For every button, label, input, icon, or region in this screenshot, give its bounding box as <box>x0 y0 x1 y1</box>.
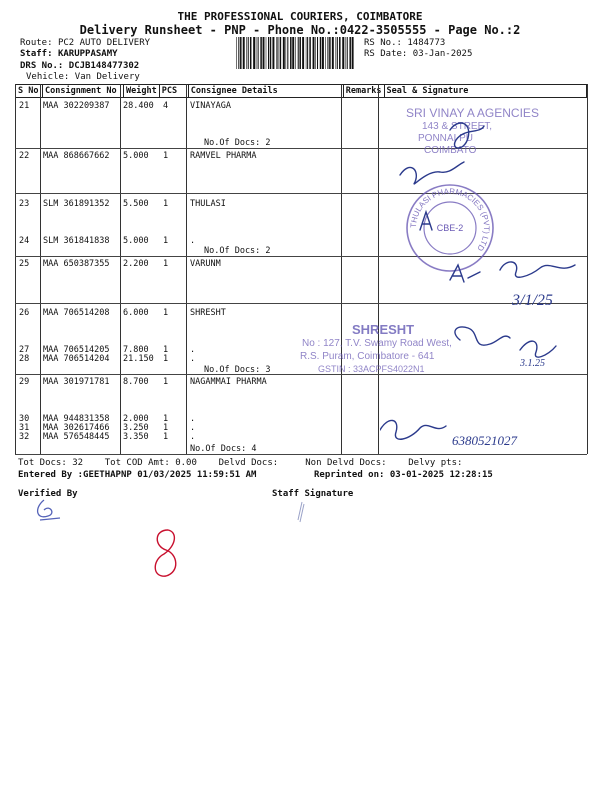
row-pcs: 1 <box>163 236 169 246</box>
totals-line: Tot Docs: 32 Tot COD Amt: 0.00 Delvd Docs: Non Delvd Docs: Delvy pts: <box>18 458 463 468</box>
row-pcs: 1 <box>163 151 169 161</box>
row-consignee: . <box>190 236 196 246</box>
row-cn: MAA 302209387 <box>43 101 110 111</box>
grid-line <box>341 84 342 454</box>
row-pcs: 4 <box>163 101 169 111</box>
stamp-shresht-line1: No : 127, T.V. Swamy Road West, <box>302 338 452 349</box>
row-consignee: . <box>190 423 196 433</box>
row-cn: MAA 301971781 <box>43 377 110 387</box>
grid-line <box>15 84 16 454</box>
row-consignee: . <box>190 345 196 355</box>
staff-signature-label: Staff Signature <box>272 489 354 499</box>
stamp-shresht-line3: GSTIN : 33ACPFS4022N1 <box>318 364 425 374</box>
row-cn: MAA 868667662 <box>43 151 110 161</box>
drs-line: DRS No.: DCJB148477302 <box>20 61 140 71</box>
row-cn: MAA 706514205 <box>43 345 110 355</box>
rs-date-value: 03-Jan-2025 <box>412 49 473 59</box>
row-wt: 7.800 <box>123 345 149 355</box>
delvd-docs-label: Delvd Docs: <box>218 458 279 468</box>
row-sno: 32 <box>19 432 30 442</box>
row-sno: 23 <box>19 199 30 209</box>
row-consignee: . <box>190 414 196 424</box>
row-wt: 5.000 <box>123 151 149 161</box>
grid-line <box>186 84 187 454</box>
verified-signature <box>30 496 70 526</box>
row-wt: 2.200 <box>123 259 149 269</box>
row-pcs: 1 <box>163 308 169 318</box>
row-sno: 24 <box>19 236 30 246</box>
row-cn: MAA 576548445 <box>43 432 110 442</box>
route-value: PC2 AUTO DELIVERY <box>57 38 151 48</box>
vehicle-value: Van Delivery <box>74 72 140 82</box>
stamp-vinayaga-name: SRI VINAY A AGENCIES <box>406 106 539 120</box>
row-wt: 8.700 <box>123 377 149 387</box>
row-pcs: 1 <box>163 414 169 424</box>
doc-count-3: No.Of Docs: 3 <box>204 365 271 375</box>
verified-by-label: Verified By <box>18 489 78 499</box>
grid-line <box>378 84 379 454</box>
doc-count-1: No.Of Docs: 2 <box>204 138 271 148</box>
row-sno: 29 <box>19 377 30 387</box>
rs-date-line: RS Date: 03-Jan-2025 <box>364 49 473 59</box>
stamp-vinayaga-line2: 143 & STREET, <box>422 121 493 132</box>
row-wt: 2.000 <box>123 414 149 424</box>
row-wt: 6.000 <box>123 308 149 318</box>
row-cn: MAA 706514204 <box>43 354 110 364</box>
row-wt: 3.250 <box>123 423 149 433</box>
row-pcs: 1 <box>163 354 169 364</box>
row-cn: MAA 302617466 <box>43 423 110 433</box>
red-ink-mark <box>146 526 186 580</box>
runsheet-table <box>15 84 587 98</box>
staff-value: KARUPPASAMY <box>57 49 118 59</box>
vehicle-line: Vehicle: Van Delivery <box>26 72 140 82</box>
row-wt: 5.500 <box>123 199 149 209</box>
row-pcs: 1 <box>163 377 169 387</box>
row-sno: 25 <box>19 259 30 269</box>
row-pcs: 1 <box>163 345 169 355</box>
col-remarks: Remarks <box>343 85 384 98</box>
row-sno: 22 <box>19 151 30 161</box>
reprinted-value: 03-01-2025 12:28:15 <box>389 470 493 480</box>
grid-line <box>120 84 121 454</box>
delvy-pts-label: Delvy pts: <box>408 458 463 468</box>
row-cn: SLM 361891352 <box>43 199 110 209</box>
col-sno: S No <box>16 85 43 98</box>
row-cn: SLM 361841838 <box>43 236 110 246</box>
row-consignee: THULASI <box>190 199 226 209</box>
row-consignee: VARUNM <box>190 259 221 269</box>
stamp-thulasi-ring-text: THULASI PHARMACIES (PVT) LTD <box>408 186 492 253</box>
row-sno: 21 <box>19 101 30 111</box>
handwritten-signatures <box>380 100 590 460</box>
rs-no-line: RS No.: 1484773 <box>364 38 446 48</box>
tot-docs-value: 32 <box>72 458 84 468</box>
table-header-row <box>16 85 587 98</box>
staff-line: Staff: KARUPPASAMY <box>20 49 118 59</box>
row-wt: 21.150 <box>123 354 154 364</box>
stamp-shresht-name: SHRESHT <box>352 322 415 337</box>
row-pcs: 1 <box>163 259 169 269</box>
row-consignee: VINAYAGA <box>190 101 231 111</box>
reprinted-line: Reprinted on: 03-01-2025 12:28:15 <box>314 470 493 480</box>
stamp-vinayaga-line4: COIMBATO <box>424 145 477 156</box>
doc-count-4: No.Of Docs: 4 <box>190 444 257 454</box>
col-consignee: Consignee Details <box>188 85 343 98</box>
handwritten-date-varunm: 3/1/25 <box>512 292 553 309</box>
row-sno: 26 <box>19 308 30 318</box>
tot-cod-value: 0.00 <box>175 458 197 468</box>
row-sno: 30 <box>19 414 30 424</box>
row-wt: 3.350 <box>123 432 149 442</box>
row-consignee: . <box>190 354 196 364</box>
row-consignee: . <box>190 432 196 442</box>
col-seal: Seal & Signature <box>384 85 586 98</box>
non-delvd-docs-label: Non Delvd Docs: <box>305 458 387 468</box>
row-pcs: 1 <box>163 432 169 442</box>
stamp-vinayaga-line3: PONNAI PU <box>418 133 474 144</box>
stamp-thulasi-center: CBE-2 <box>436 223 464 233</box>
row-cn: MAA 650387355 <box>43 259 110 269</box>
staff-signature-mark <box>292 500 312 524</box>
row-cn: MAA 944831358 <box>43 414 110 424</box>
handwritten-date-shresht: 3.1.25 <box>520 358 545 369</box>
entered-line: Entered By :GEETHAPNP 01/03/2025 11:59:51 AM <box>18 470 257 480</box>
drs-value: DCJB148477302 <box>68 61 140 71</box>
entered-by-value: GEETHAPNP 01/03/2025 11:59:51 AM <box>83 470 257 480</box>
route-line: Route: PC2 AUTO DELIVERY <box>20 38 151 48</box>
row-sno: 28 <box>19 354 30 364</box>
row-wt: 5.000 <box>123 236 149 246</box>
handwritten-phone: 6380521027 <box>452 433 517 448</box>
row-consignee: RAMVEL PHARMA <box>190 151 257 161</box>
row-sno: 31 <box>19 423 30 433</box>
row-sno: 27 <box>19 345 30 355</box>
grid-line <box>40 84 41 454</box>
row-wt: 28.400 <box>123 101 154 111</box>
barcode-image <box>236 37 356 69</box>
runsheet-subtitle: Delivery Runsheet - PNP - Phone No.:0422-3505555 - Page No.:2 <box>79 23 521 37</box>
row-pcs: 1 <box>163 199 169 209</box>
row-pcs: 1 <box>163 423 169 433</box>
stamp-shresht-line2: R.S. Puram, Coimbatore - 641 <box>300 351 435 362</box>
col-weight: Weight <box>124 85 160 98</box>
row-consignee: SHRESHT <box>190 308 226 318</box>
company-title: THE PROFESSIONAL COURIERS, COIMBATORE <box>177 10 423 23</box>
col-consignment: Consignment No <box>43 85 124 98</box>
col-pcs: PCS <box>159 85 188 98</box>
row-consignee: NAGAMMAI PHARMA <box>190 377 267 387</box>
doc-count-2: No.Of Docs: 2 <box>204 246 271 256</box>
row-cn: MAA 706514208 <box>43 308 110 318</box>
rs-no-value: 1484773 <box>407 38 446 48</box>
